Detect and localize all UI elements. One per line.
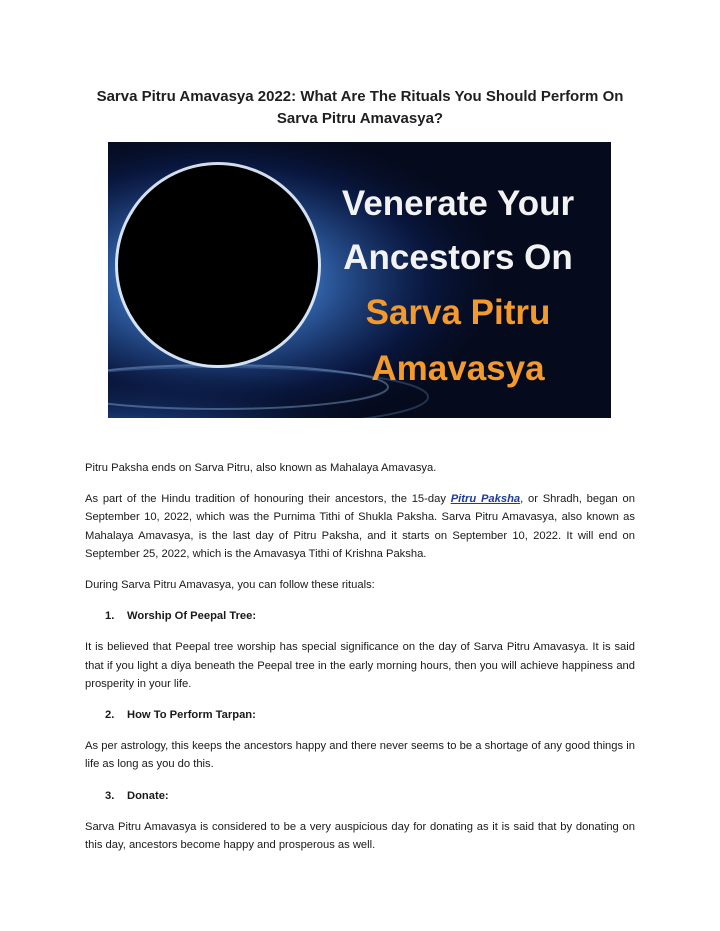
ritual-heading [85,607,635,625]
pitru-paksha-paragraph [85,490,635,563]
ritual-heading-text: Worship Of Peepal Tree: [127,610,257,623]
paragraph-text: , or Shradh, began on September 10, 2022, which was the Purnima Tithi of Shukla Paksha. Sarva Pitru Amavasya, also known as Mahalaya Amavasya, is the last day of Pitru Paksha, and it starts on September 10, 2022. It will end on September 25, 2022, which is the Amavasya Tithi of Krishna Paksha. [85,493,635,560]
banner-line-2: Ancestors On [343,238,573,277]
ritual-heading-text: Donate: [127,789,169,802]
ritual-paragraph: Sarva Pitru Amavasya is considered to be a very auspicious day for donating as it is said that by donating on this day, ancestors become happy and prosperous as well. [85,820,635,852]
intro-paragraph: Pitru Paksha ends on Sarva Pitru, also known as Mahalaya Amavasya. [85,462,437,474]
list-number: 3. [105,789,115,802]
ritual-heading [85,787,635,805]
list-number: 2. [105,709,115,722]
paragraph-text: As part of the Hindu tradition of honouring their ancestors, the 15-day [85,493,451,506]
banner-line-1: Venerate Your [341,184,575,223]
rituals-intro-paragraph: During Sarva Pitru Amavasya, you can follow these rituals: [85,579,375,592]
ritual-paragraph: It is believed that Peepal tree worship has special significance on the day of Sarva Pitru Amavasya. It is said that if you light a diya beneath the Peepal tree in the early morning hours, then you will achieve happiness and prosperity in your life. [85,641,635,690]
article-title: Sarva Pitru Amavasya 2022: What Are The Rituals You Should Perform On Sarva Pitru Amavasya? [96,88,624,127]
pitru-paksha-link[interactable]: Pitru Paksha [450,493,521,506]
ritual-heading-text: How To Perform Tarpan: [127,709,256,722]
ritual-heading [85,706,635,724]
article-body [85,459,635,854]
ritual-paragraph: As per astrology, this keeps the ancestors happy and there never seems to be a shortage of any good things in life as long as you do this. [85,740,635,771]
banner-line-3: Sarva Pitru [365,293,551,332]
banner-line-4: Amavasya [371,349,545,388]
list-number: 1. [105,610,115,623]
banner-image [108,142,611,418]
